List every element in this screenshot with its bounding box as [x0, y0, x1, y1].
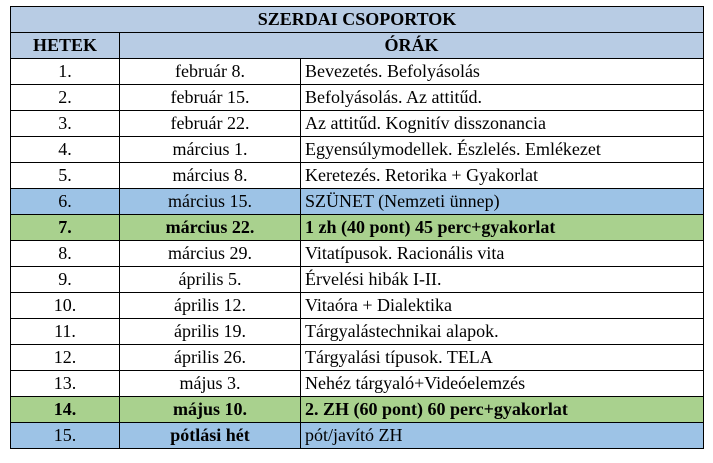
topic-cell: Nehéz tárgyaló+Videóelemzés	[301, 371, 704, 397]
table-row	[11, 241, 704, 267]
date-cell: február 22.	[120, 111, 301, 137]
week-cell: 15.	[11, 423, 120, 449]
date-cell: március 29.	[120, 241, 301, 267]
topic-cell: Keretezés. Retorika + Gyakorlat	[301, 163, 704, 189]
header-row	[11, 33, 704, 59]
date-cell: április 26.	[120, 345, 301, 371]
week-cell: 6.	[11, 189, 120, 215]
topic-cell: 1 zh (40 pont) 45 perc+gyakorlat	[301, 215, 704, 241]
table-row	[11, 215, 704, 241]
topic-cell: Egyensúlymodellek. Észlelés. Emlékezet	[301, 137, 704, 163]
week-cell: 10.	[11, 293, 120, 319]
date-cell: május 10.	[120, 397, 301, 423]
table-row	[11, 345, 704, 371]
week-cell: 14.	[11, 397, 120, 423]
table-title: SZERDAI CSOPORTOK	[11, 7, 704, 33]
weeks-header: HETEK	[11, 33, 120, 59]
date-cell: március 1.	[120, 137, 301, 163]
table-row	[11, 371, 704, 397]
table-row	[11, 397, 704, 423]
topic-cell: Vitaóra + Dialektika	[301, 293, 704, 319]
week-cell: 9.	[11, 267, 120, 293]
date-cell: február 8.	[120, 59, 301, 85]
week-cell: 7.	[11, 215, 120, 241]
date-cell: április 19.	[120, 319, 301, 345]
week-cell: 12.	[11, 345, 120, 371]
table-row	[11, 423, 704, 449]
table-row	[11, 85, 704, 111]
week-cell: 5.	[11, 163, 120, 189]
topic-cell: 2. ZH (60 pont) 60 perc+gyakorlat	[301, 397, 704, 423]
classes-header: ÓRÁK	[120, 33, 704, 59]
topic-cell: Érvelési hibák I-II.	[301, 267, 704, 293]
date-cell: pótlási hét	[120, 423, 301, 449]
topic-cell: Tárgyalási típusok. TELA	[301, 345, 704, 371]
schedule-table	[10, 6, 704, 449]
date-cell: május 3.	[120, 371, 301, 397]
topic-cell: Az attitűd. Kognitív disszonancia	[301, 111, 704, 137]
week-cell: 13.	[11, 371, 120, 397]
title-row	[11, 7, 704, 33]
table-row	[11, 293, 704, 319]
topic-cell: Befolyásolás. Az attitűd.	[301, 85, 704, 111]
topic-cell: Vitatípusok. Racionális vita	[301, 241, 704, 267]
week-cell: 3.	[11, 111, 120, 137]
week-cell: 8.	[11, 241, 120, 267]
week-cell: 11.	[11, 319, 120, 345]
date-cell: március 8.	[120, 163, 301, 189]
topic-cell: SZÜNET (Nemzeti ünnep)	[301, 189, 704, 215]
topic-cell: Bevezetés. Befolyásolás	[301, 59, 704, 85]
date-cell: március 22.	[120, 215, 301, 241]
table-row	[11, 163, 704, 189]
date-cell: február 15.	[120, 85, 301, 111]
date-cell: április 5.	[120, 267, 301, 293]
date-cell: április 12.	[120, 293, 301, 319]
topic-cell: Tárgyalástechnikai alapok.	[301, 319, 704, 345]
week-cell: 1.	[11, 59, 120, 85]
week-cell: 4.	[11, 137, 120, 163]
week-cell: 2.	[11, 85, 120, 111]
table-row	[11, 319, 704, 345]
table-row	[11, 111, 704, 137]
topic-cell: pót/javító ZH	[301, 423, 704, 449]
table-row	[11, 137, 704, 163]
date-cell: március 15.	[120, 189, 301, 215]
table-row	[11, 189, 704, 215]
schedule-body	[11, 59, 704, 449]
table-row	[11, 267, 704, 293]
table-row	[11, 59, 704, 85]
